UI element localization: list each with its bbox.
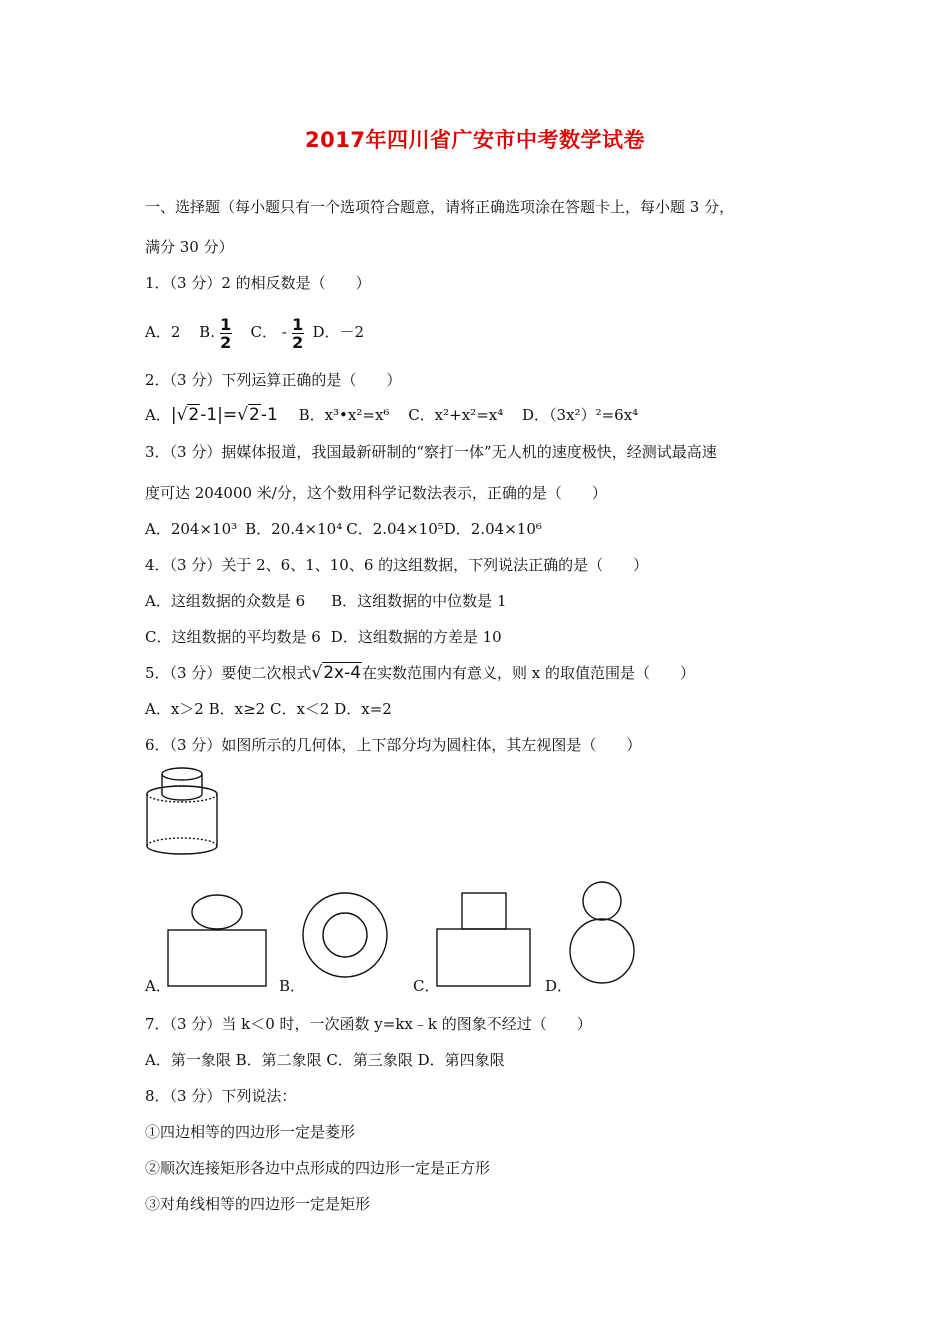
option-b-label: B. (199, 323, 215, 341)
section-heading-cont: 满分 30 分） (145, 238, 234, 256)
question-5-stem: 5．（3 分）要使二次根式√2x-4在实数范围内有意义，则 x 的取值范围是（ ） (145, 663, 696, 683)
radical-expression: √2x-4 (311, 663, 362, 683)
option-b: B．20.4×10⁴ (245, 520, 343, 538)
cylinder-solid-figure (140, 764, 230, 860)
statement-2: ②顺次连接矩形各边中点形成的四边形一定是正方形 (145, 1159, 491, 1177)
option-d: D．（3x²）²=6x⁴ (522, 406, 639, 424)
fraction-half-negative: $\frac{1}{2}$ (292, 314, 304, 352)
option-c-label: C． (250, 323, 278, 341)
question-4-options-row2 (145, 627, 502, 647)
option-b: B．x³•x²=x⁶ (298, 406, 390, 424)
option-b: B．这组数据的中位数是 1 (331, 592, 507, 610)
option-c: C．这组数据的平均数是 6 (145, 628, 321, 646)
question-3-options (145, 519, 542, 539)
fraction-half: $\frac{1}{2}$ (220, 314, 232, 352)
question-5-options: A．x＞2 B．x≥2 C．x＜2 D．x=2 (145, 700, 392, 718)
option-d-label: D． (545, 977, 573, 995)
option-a-label: A． (145, 977, 171, 995)
option-a-figure (165, 892, 270, 989)
option-c-label: C． (413, 977, 440, 995)
question-8-stem: 8．（3 分）下列说法： (145, 1087, 297, 1105)
statement-3: ③对角线相等的四边形一定是矩形 (145, 1195, 371, 1213)
option-b-figure (300, 890, 390, 980)
question-4-stem: 4．（3 分）关于 2、6、1、10、6 的这组数据，下列说法正确的是（ ） (145, 556, 649, 574)
option-d: D．这组数据的方差是 10 (330, 628, 502, 646)
question-2-stem: 2．（3 分）下列运算正确的是（ ） (145, 371, 402, 389)
option-c: C．x²+x²=x⁴ (408, 406, 504, 424)
statement-1: ①四边相等的四边形一定是菱形 (145, 1123, 356, 1141)
question-1-stem: 1．（3 分）2 的相反数是（ ） (145, 274, 371, 292)
question-2-options (145, 405, 638, 425)
question-3-stem: 3．（3 分）据媒体报道，我国最新研制的“察打一体”无人机的速度极快，经测试最高速 (145, 443, 717, 461)
option-a: A．204×10³ (145, 520, 238, 538)
option-a-expr: |√2-1|=√2-1 (170, 405, 278, 425)
option-d: D．－2 (312, 323, 365, 341)
page-title: 2017年四川省广安市中考数学试卷 (305, 128, 645, 152)
option-d: D．2.04×10⁶ (443, 520, 542, 538)
question-4-options-row1 (145, 591, 507, 611)
question-6-stem: 6．（3 分）如图所示的几何体，上下部分均为圆柱体，其左视图是（ ） (145, 736, 642, 754)
question-3-stem-cont: 度可达 204000 米/分，这个数用科学记数法表示，正确的是（ ） (145, 484, 607, 502)
option-a: A．这组数据的众数是 6 (145, 592, 306, 610)
minus-sign: - (281, 323, 287, 341)
option-c-figure (434, 890, 534, 990)
option-d-figure (566, 881, 638, 991)
option-c: C．2.04×10⁵ (346, 520, 444, 538)
question-7-options: A．第一象限 B．第二象限 C．第三象限 D．第四象限 (145, 1051, 505, 1069)
option-b-label: B． (279, 977, 306, 995)
section-heading: 一、选择题（每小题只有一个选项符合题意，请将正确选项涂在答题卡上，每小题 3 分， (145, 198, 735, 216)
question-7-stem: 7．（3 分）当 k＜0 时，一次函数 y=kx﹣k 的图象不经过（ ） (145, 1015, 592, 1033)
question-1-options (145, 314, 364, 351)
option-a-label: A． (145, 406, 171, 424)
option-a: A．2 (145, 323, 181, 341)
